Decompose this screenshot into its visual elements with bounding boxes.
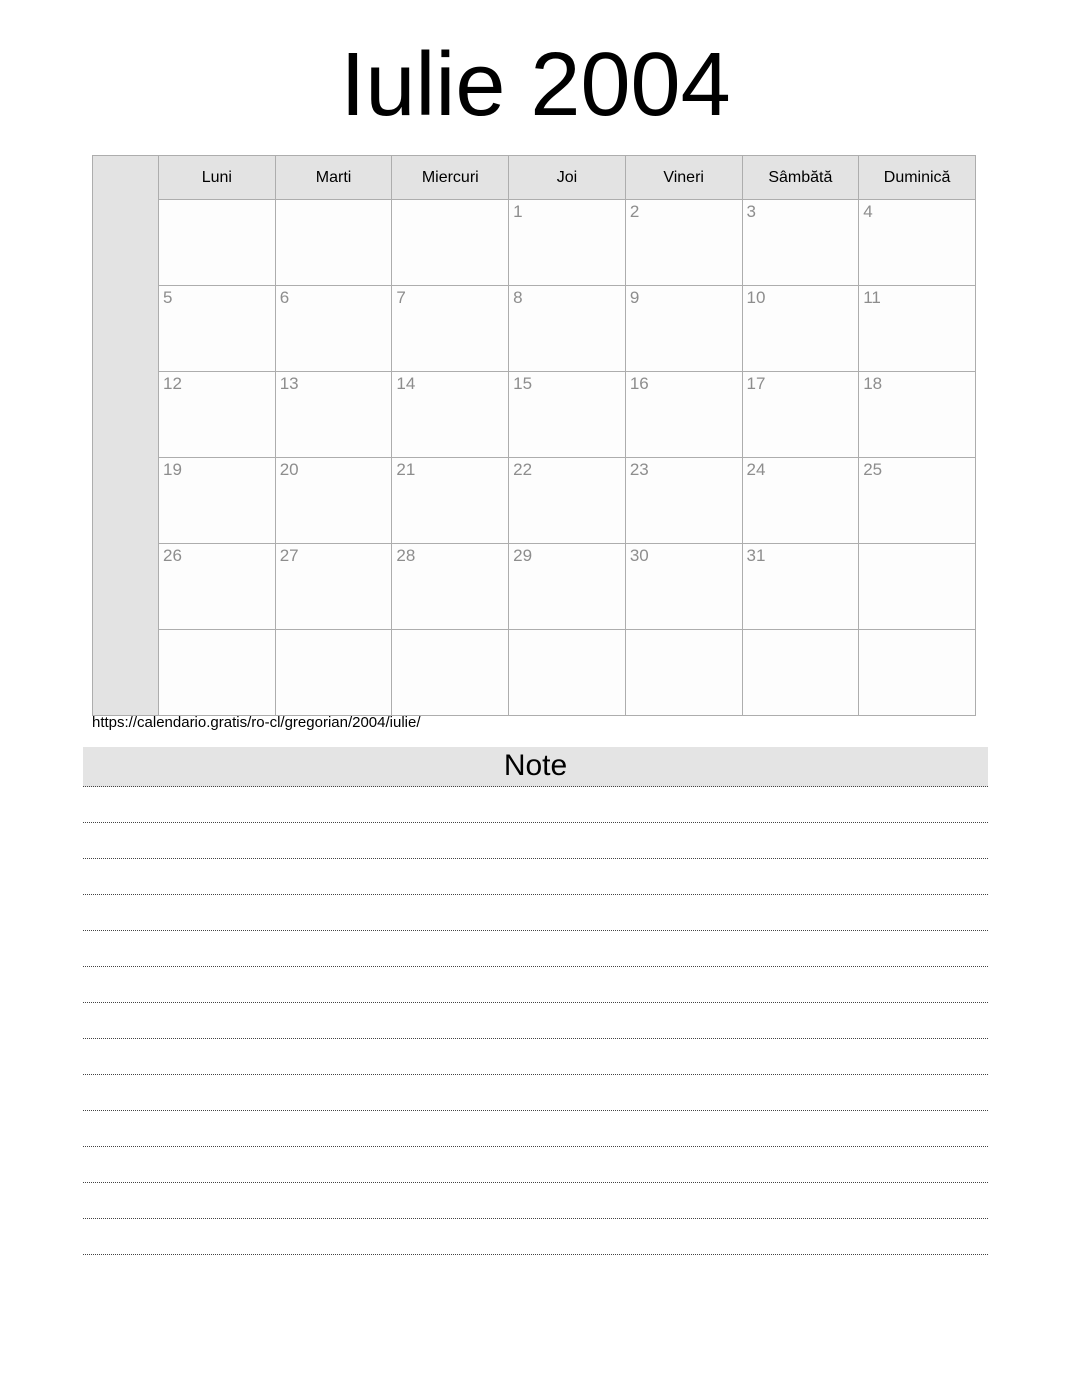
day-header-vineri: Vineri [625,156,742,200]
week-row-4 [93,458,976,544]
day-number: 25 [863,460,883,479]
day-number: 23 [629,460,649,479]
day-cell-1 [509,200,626,286]
day-cell-16 [625,372,742,458]
day-header-sambata: Sâmbătă [742,156,859,200]
day-number: 19 [163,460,182,479]
day-cell-17 [742,372,859,458]
week-row-3 [93,372,976,458]
day-cell-9 [625,286,742,372]
day-number: 6 [279,288,290,307]
week-row-5 [93,544,976,630]
day-number: 20 [279,460,299,479]
day-number: 13 [279,374,299,393]
day-number: 5 [163,288,173,307]
day-cell-2 [625,200,742,286]
day-cell-empty [159,200,276,286]
day-cell-22 [509,458,626,544]
day-cell-empty [509,630,626,716]
day-number: 15 [513,374,533,393]
note-line [83,859,988,895]
day-number: 16 [629,374,649,393]
day-number: 27 [279,546,299,565]
day-cell-20 [275,458,392,544]
note-line [83,1003,988,1039]
day-number: 10 [746,288,766,307]
day-cell-empty [742,630,859,716]
day-cell-empty [275,200,392,286]
note-line [83,1147,988,1183]
day-number: 9 [629,288,640,307]
day-number: 28 [396,546,416,565]
day-cell-3 [742,200,859,286]
day-number: 14 [396,374,416,393]
note-line [83,787,988,823]
day-header-joi: Joi [509,156,626,200]
day-number: 8 [513,288,523,307]
note-line [83,1183,988,1219]
source-url: https://calendario.gratis/ro-cl/gregorian/2004/iulie/ [92,714,421,731]
day-cell-15 [509,372,626,458]
note-line [83,1039,988,1075]
day-number: 29 [513,546,533,565]
calendar-table [92,155,976,716]
day-number: 3 [746,202,756,221]
day-cell-12 [159,372,276,458]
note-line [83,895,988,931]
day-cell-30 [625,544,742,630]
day-cell-empty [392,630,509,716]
day-cell-14 [392,372,509,458]
day-cell-empty [859,544,976,630]
day-header-row [93,156,976,200]
day-number: 2 [629,202,640,221]
day-cell-26 [159,544,276,630]
day-cell-31 [742,544,859,630]
page-title: Iulie 2004 [340,35,731,135]
day-number: 30 [629,546,649,565]
notes-lines [83,787,988,1255]
day-cell-empty [625,630,742,716]
week-row-1 [93,200,976,286]
day-number: 7 [396,288,406,307]
day-cell-18 [859,372,976,458]
day-number: 17 [746,374,766,393]
day-cell-28 [392,544,509,630]
note-line [83,823,988,859]
note-line [83,1111,988,1147]
day-number: 26 [163,546,182,565]
week-row-2 [93,286,976,372]
day-cell-10 [742,286,859,372]
note-line [83,931,988,967]
day-cell-6 [275,286,392,372]
day-cell-8 [509,286,626,372]
day-number: 1 [513,202,523,221]
day-header-duminica: Duminică [859,156,976,200]
day-cell-empty [392,200,509,286]
day-cell-19 [159,458,276,544]
day-number: 12 [163,374,182,393]
day-cell-11 [859,286,976,372]
day-cell-7 [392,286,509,372]
day-cell-empty [159,630,276,716]
day-cell-empty [275,630,392,716]
week-row-6 [93,630,976,716]
note-line [83,1075,988,1111]
day-header-marti: Marti [275,156,392,200]
day-number: 18 [863,374,883,393]
day-cell-13 [275,372,392,458]
day-number: 31 [746,546,766,565]
day-cell-25 [859,458,976,544]
note-line [83,1219,988,1255]
day-cell-21 [392,458,509,544]
day-number: 11 [863,288,881,307]
day-number: 4 [863,202,873,221]
week-spacer-column [93,156,159,716]
day-cell-29 [509,544,626,630]
day-cell-24 [742,458,859,544]
day-cell-27 [275,544,392,630]
day-cell-4 [859,200,976,286]
day-number: 24 [746,460,766,479]
day-header-luni: Luni [159,156,276,200]
day-number: 21 [396,460,416,479]
day-cell-5 [159,286,276,372]
day-cell-23 [625,458,742,544]
day-cell-empty [859,630,976,716]
day-header-miercuri: Miercuri [392,156,509,200]
note-line [83,967,988,1003]
notes-header: Note [83,747,988,787]
day-number: 22 [513,460,533,479]
